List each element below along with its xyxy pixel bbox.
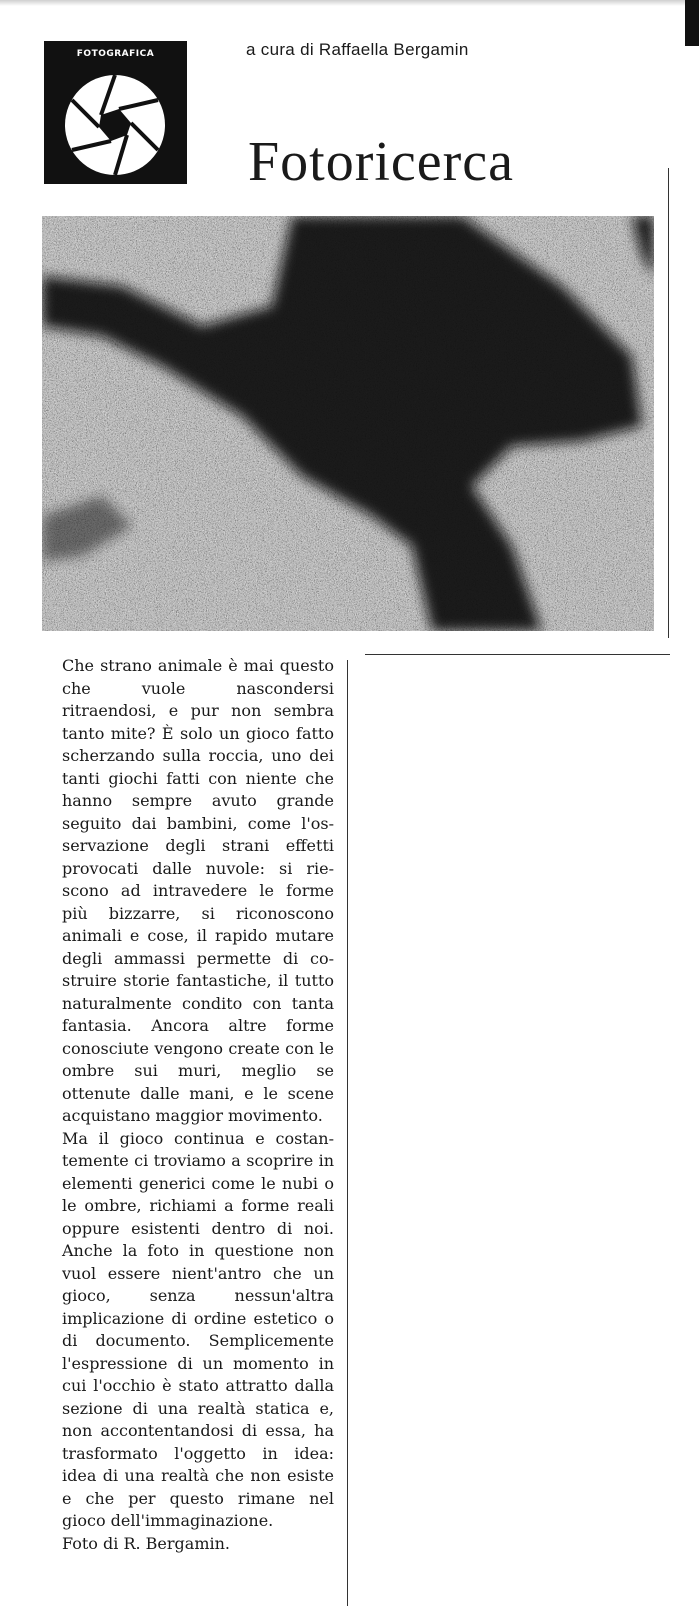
- photo-credit: Foto di R. Bergamin.: [62, 1533, 231, 1553]
- article-paragraph: Che strano animale è mai questo che vuole nascondersi ritraendosi, e pur non sembra tanto mite? È solo un gioco fatto scherzando sulla roccia, uno dei tanti giochi fatti con niente che hanno sempre avuto grande seguito dai bambini, come l'osservazione degli strani effetti provocati dalle nuvole: si riescono ad intravedere le forme più bizzarre, si riconoscono animali e cose, il rapido mutare degli ammassi permette di costruire storie fantastiche, il tutto naturalmente condito con tanta fantasia. Ancora altre forme conosciute vengono create con le ombre sui muri, meglio se ottenute dalle mani, e le scene acquistano maggior movimento.: [62, 656, 334, 1125]
- frame-rule: [668, 168, 669, 638]
- page-title: Fotoricerca: [248, 131, 514, 193]
- column-divider-vertical: [347, 660, 348, 1606]
- camera-aperture-icon: [61, 71, 169, 179]
- article-body: [62, 655, 334, 1555]
- scan-edge: [0, 0, 699, 6]
- scan-corner: [685, 0, 699, 46]
- byline: a cura di Raffaella Bergamin: [246, 40, 469, 59]
- column-divider-horizontal: [365, 654, 670, 655]
- fotografica-logo: [44, 41, 187, 184]
- rock-shadow-photo: [42, 216, 654, 631]
- article-paragraph: Ma il gioco continua e costantemente ci troviamo a scoprire in elementi generici come le nubi o le ombre, richiami a forme reali oppure esistenti dentro di noi. Anche la foto in questione non vuol essere nient'antro che un gioco, senza nessun'altra implicazione di ordine estetico o di documento. Semplicemente l'espressione di un momento in cui l'occhio è stato attratto dalla sezione di una realtà statica e, non accontentandosi di essa, ha trasformato l'oggetto in idea: idea di una realtà che non esiste e che per questo rimane nel gioco dell'immaginazione.: [62, 1128, 334, 1530]
- logo-label: FOTOGRAFICA: [76, 49, 155, 59]
